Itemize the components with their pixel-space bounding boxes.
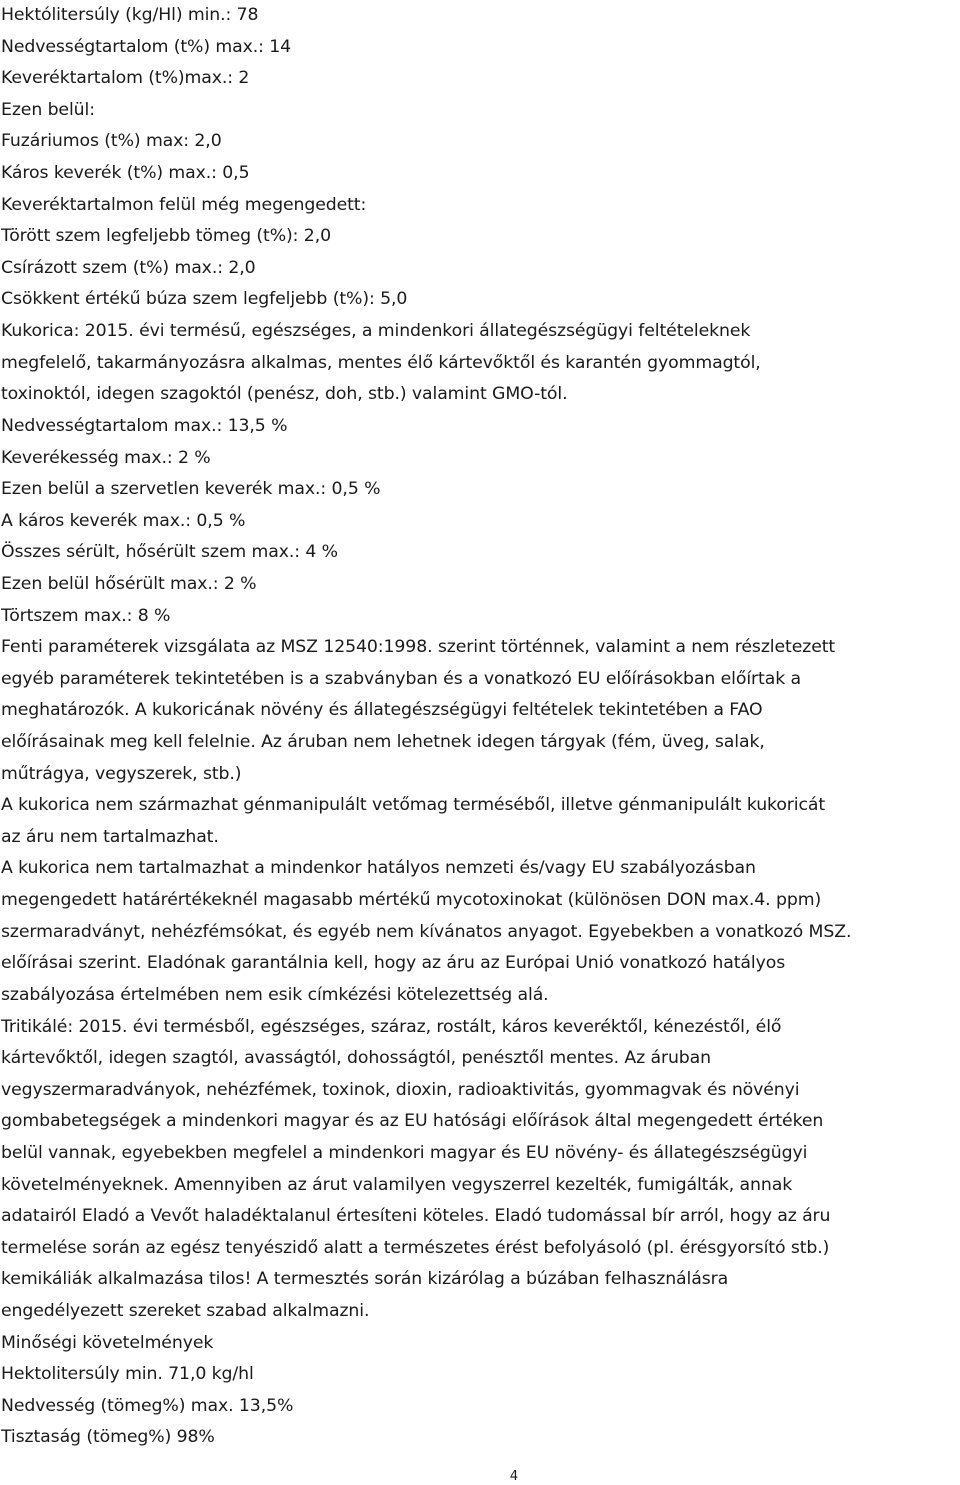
text-line: Nedvességtartalom max.: 13,5 % (1, 415, 288, 436)
text-line: A káros keverék max.: 0,5 % (1, 510, 246, 531)
text-line: Kukorica: 2015. évi termésű, egészséges, a mindenkori állategészségügyi feltételeknek (1, 321, 751, 342)
text-line: szabályozása értelmében nem esik címkézési kötelezettség alá. (1, 984, 549, 1005)
page-number: 4 (509, 1469, 519, 1484)
text-line: egyéb paraméterek tekintetében is a szabványban és a vonatkozó EU előírásokban előírtak a (1, 668, 802, 689)
text-line: előírásainak meg kell felelnie. Az áruban nem lehetnek idegen tárgyak (fém, üveg, salak, (1, 732, 765, 753)
text-line: Csökkent értékű búza szem legfeljebb (t%): 5,0 (1, 289, 408, 310)
text-line: Nedvesség (tömeg%) max. 13,5% (1, 1395, 294, 1416)
text-line: kemikáliák alkalmazása tilos! A termesztés során kizárólag a búzában felhasználásra (1, 1269, 729, 1290)
text-line: Káros keverék (t%) max.: 0,5 (1, 163, 250, 184)
text-line: A kukorica nem tartalmazhat a mindenkor hatályos nemzeti és/vagy EU szabályozásban (1, 858, 756, 879)
text-line: műtrágya, vegyszerek, stb.) (1, 763, 242, 784)
text-line: engedélyezett szereket szabad alkalmazni. (1, 1300, 370, 1321)
text-line: az áru nem tartalmazhat. (1, 826, 219, 847)
text-line: Keveréktartalom (t%)max.: 2 (1, 68, 250, 89)
text-line: Ezen belül hősérült max.: 2 % (1, 573, 257, 594)
text-line: Fuzáriumos (t%) max: 2,0 (1, 131, 222, 152)
text-line: Csírázott szem (t%) max.: 2,0 (1, 257, 256, 278)
text-line: kártevőktől, idegen szagtól, avasságtól, dohosságtól, penésztől mentes. Az áruban (1, 1048, 712, 1069)
text-line: gombabetegségek a mindenkori magyar és az EU hatósági előírások által megengedett értéken (1, 1111, 824, 1132)
text-line: A kukorica nem származhat génmanipulált vetőmag terméséből, illetve génmanipulált kukoricát (1, 795, 826, 816)
text-line: Ezen belül: (1, 99, 95, 120)
text-line: megengedett határértékeknél magasabb mértékű mycotoxinokat (különösen DON max.4. ppm) (1, 890, 822, 911)
text-line: Keverékesség max.: 2 % (1, 447, 211, 468)
text-line: adatairól Eladó a Vevőt haladéktalanul értesíteni köteles. Eladó tudomással bír arról, hogy az áru (1, 1206, 831, 1227)
text-line: előírásai szerint. Eladónak garantálnia kell, hogy az áru az Európai Unió vonatkozó hatályos (1, 953, 786, 974)
document-body (1, 0, 957, 1454)
text-line: Fenti paraméterek vizsgálata az MSZ 12540:1998. szerint történnek, valamint a nem részletezett (1, 637, 836, 658)
text-line: Ezen belül a szervetlen keverék max.: 0,5 % (1, 479, 381, 500)
text-line: Keveréktartalmon felül még megengedett: (1, 194, 367, 215)
text-line: megfelelő, takarmányozásra alkalmas, mentes élő kártevőktől és karantén gyommagtól, (1, 352, 761, 373)
text-line: Nedvességtartalom (t%) max.: 14 (1, 36, 292, 57)
text-line: belül vannak, egyebekben megfelel a mindenkori magyar és EU növény- és állategészségügyi (1, 1142, 808, 1163)
text-line: Összes sérült, hősérült szem max.: 4 % (1, 542, 338, 563)
text-line: Törtszem max.: 8 % (1, 605, 171, 626)
text-line: követelményeknek. Amennyiben az árut valamilyen vegyszerrel kezelték, fumigálták, annak (1, 1174, 793, 1195)
text-line: termelése során az egész tenyészidő alatt a természetes érést befolyásoló (pl. érésgyorsító stb.) (1, 1237, 830, 1258)
text-line: Törött szem legfeljebb tömeg (t%): 2,0 (1, 226, 331, 247)
text-line: szermaradványt, nehézfémsókat, és egyéb nem kívánatos anyagot. Egyebekben a vonatkozó MSZ. (1, 921, 852, 942)
text-line: Tisztaság (tömeg%) 98% (1, 1427, 215, 1448)
text-line: Tritikálé: 2015. évi termésből, egészséges, száraz, rostált, káros keveréktől, kénezéstől, élő (1, 1016, 782, 1037)
text-line: meghatározók. A kukoricának növény és állategészségügyi feltételek tekintetében a FAO (1, 700, 763, 721)
text-line: vegyszermaradványok, nehézfémek, toxinok, dioxin, radioaktivitás, gyommagvak és növényi (1, 1079, 800, 1100)
text-line: toxinoktól, idegen szagoktól (penész, doh, stb.) valamint GMO-tól. (1, 384, 568, 405)
text-line: Hektólitersúly (kg/Hl) min.: 78 (1, 5, 259, 25)
text-line: Minőségi követelmények (1, 1332, 214, 1353)
text-line: Hektolitersúly min. 71,0 kg/hl (1, 1364, 254, 1385)
